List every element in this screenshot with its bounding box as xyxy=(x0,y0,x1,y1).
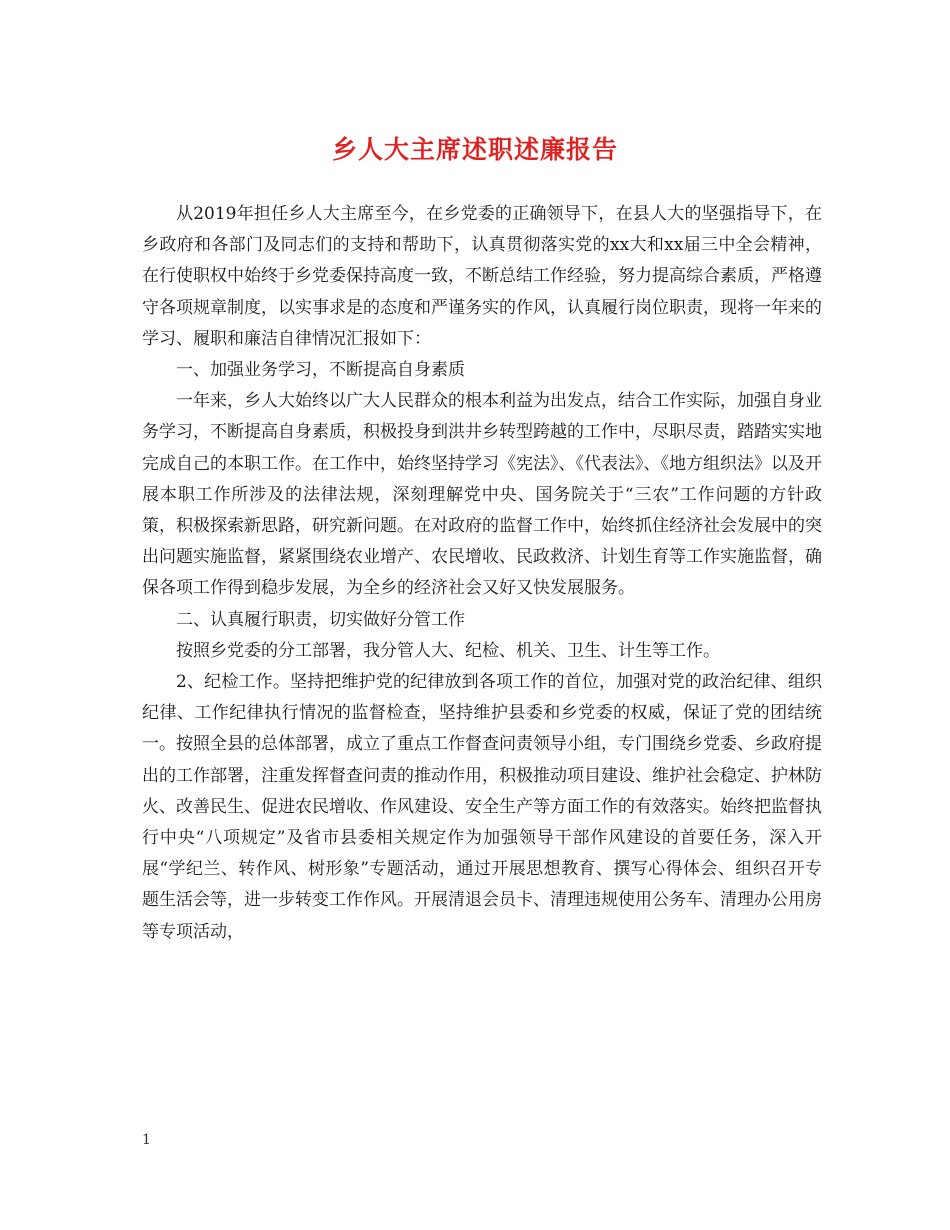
document-title: 乡人大主席述职述廉报告 xyxy=(331,135,618,164)
paragraph-study: 一年来，乡人大始终以广大人民群众的根本利益为出发点，结合工作实际，加强自身业务学习，不断提高自身素质，积极投身到洪井乡转型跨越的工作中，尽职尽责，踏踏实实地完成自己的本职工作。在工作中，始终坚持学习《宪法》、《代表法》、《地方组织法》以及开展本职工作所涉及的法律法规，深刻理解党中央、国务院关于“三农”工作问题的方针政策，积极探索新思路，研究新问题。在对政府的监督工作中，始终抓住经济社会发展中的突出问题实施监督，紧紧围绕农业增产、农民增收、民政救济、计划生育等工作实施监督，确保各项工作得到稳步发展，为全乡的经济社会又好又快发展服务。 xyxy=(142,391,822,599)
paragraph-intro: 从2019年担任乡人大主席至今，在乡党委的正确领导下，在县人大的坚强指导下，在乡政府和各部门及同志们的支持和帮助下，认真贯彻落实党的xx大和xx届三中全会精神，在行使职权中始终于乡党委保持高度一致，不断总结工作经验，努力提高综合素质，严格遵守各项规章制度，以实事求是的态度和严谨务实的作风，认真履行岗位职责，现将一年来的学习、履职和廉洁自律情况汇报如下： xyxy=(142,204,822,349)
paragraph-assignment: 按照乡党委的分工部署，我分管人大、纪检、机关、卫生、计生等工作。 xyxy=(176,640,720,661)
page-number: 1 xyxy=(142,1132,151,1148)
paragraph-discipline: 2、纪检工作。坚持把维护党的纪律放到各项工作的首位，加强对党的政治纪律、组织纪律、工作纪律执行情况的监督检查，坚持维护县委和乡党委的权威，保证了党的团结统一。按照全县的总体部署，成立了重点工作督查问责领导小组，专门围绕乡党委、乡政府提出的工作部署，注重发挥督查问责的推动作用，积极推动项目建设、维护社会稳定、护林防火、改善民生、促进农民增收、作风建设、安全生产等方面工作的有效落实。始终把监督执行中央“八项规定”及省市县委相关规定作为加强领导干部作风建设的首要任务，深入开展“学纪兰、转作风、树形象”专题活动，通过开展思想教育、撰写心得体会、组织召开专题生活会等，进一步转变工作作风。开展清退会员卡、清理违规使用公务车、清理办公用房等专项活动， xyxy=(142,672,822,942)
section-heading-1: 一、加强业务学习，不断提高自身素质 xyxy=(176,360,465,381)
section-heading-2: 二、认真履行职责，切实做好分管工作 xyxy=(176,609,465,630)
document-body xyxy=(142,199,822,948)
